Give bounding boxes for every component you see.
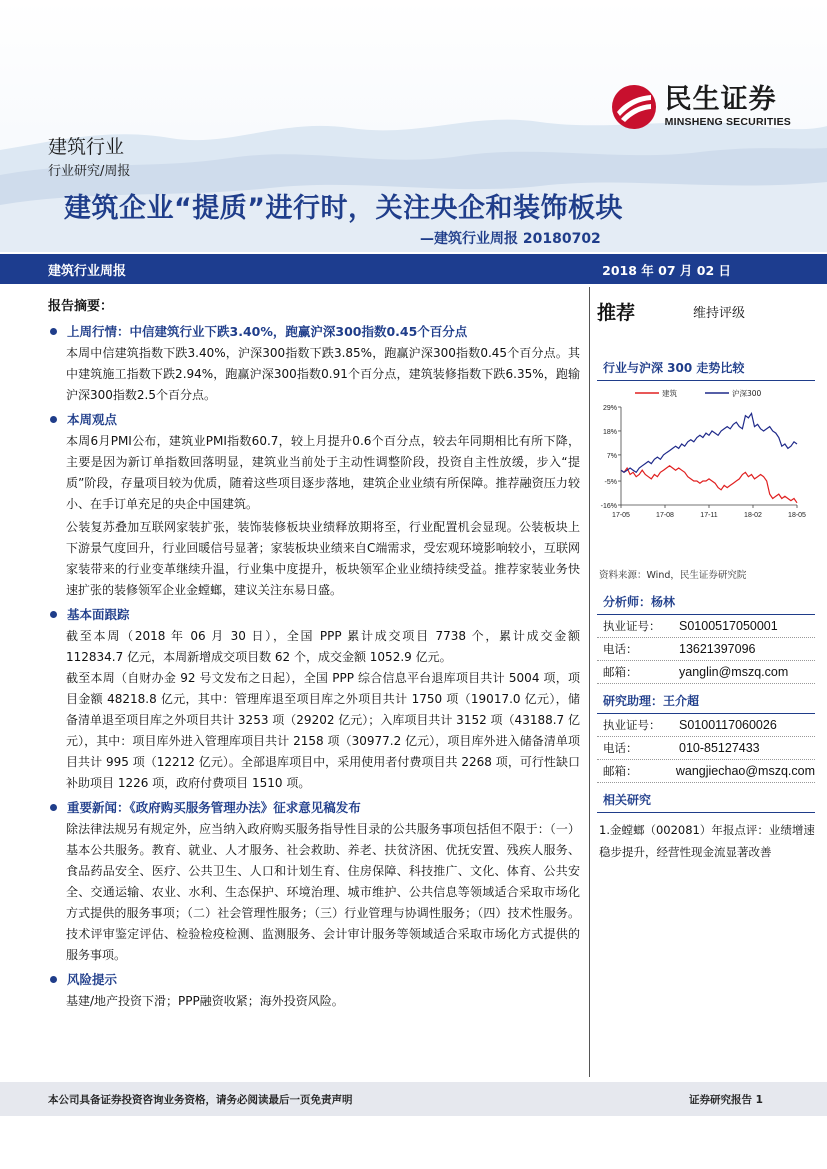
- trend-chart-svg: [597, 385, 815, 565]
- section-heading-text: 上周行情：中信建筑行业下跌3.40%，跑赢沪深300指数0.45个百分点: [67, 324, 468, 339]
- bullet-icon: [50, 328, 57, 335]
- analyst-heading: 分析师：杨林: [597, 591, 815, 615]
- industry-label: 建筑行业: [48, 136, 125, 158]
- y-tick-label: 7%: [606, 452, 617, 460]
- x-tick-label: 18-05: [788, 512, 806, 519]
- report-category: 行业研究/周报: [48, 164, 131, 179]
- legend-label: 沪深300: [732, 389, 762, 398]
- footer-page-info: 证券研究报告 1: [689, 1094, 763, 1106]
- field-label: 电话：: [603, 642, 638, 656]
- field-value: wangjiechao@mszq.com: [675, 764, 815, 778]
- field-value: S0100117060026: [679, 718, 777, 732]
- section-heading-text: 风险提示: [67, 972, 118, 987]
- band-report-date: 2018 年 07 月 02 日: [602, 263, 731, 278]
- field-label: 执业证号：: [603, 718, 661, 732]
- abstract-column: [48, 295, 580, 1012]
- report-title: 建筑企业“提质”进行时，关注央企和装饰板块: [64, 193, 623, 224]
- chart-heading: 行业与沪深 300 走势比较: [597, 357, 815, 381]
- minsheng-logo: [611, 82, 791, 132]
- x-tick-label: 18-02: [744, 512, 762, 519]
- report-subtitle: —建筑行业周报 20180702: [420, 231, 601, 247]
- report-band: [0, 254, 827, 284]
- field-value: 13621397096: [679, 642, 756, 656]
- related-heading: 相关研究: [597, 789, 815, 813]
- x-tick-label: 17-11: [700, 512, 718, 519]
- assistant-heading: 研究助理：王介超: [597, 690, 815, 714]
- abstract-title: 报告摘要：: [48, 299, 114, 314]
- assistant-email-row: [597, 760, 815, 783]
- bullet-icon: [50, 416, 57, 423]
- field-label: 执业证号：: [603, 619, 661, 633]
- y-tick-label: 29%: [602, 405, 617, 412]
- field-label: 邮箱：: [603, 665, 638, 679]
- bullet-icon: [50, 804, 57, 811]
- section-heading-text: 基本面跟踪: [67, 607, 130, 622]
- assistant-phone-row: [597, 737, 815, 760]
- section-heading-market: [48, 322, 580, 340]
- minsheng-logo-icon: [611, 84, 657, 130]
- paragraph: 截至本周（2018 年 06 月 30 日），全国 PPP 累计成交项目 7738 个，累计成交金额 112834.7 亿元，本周新增成交项目数 62 个，成交金额 1052.9 亿元。: [66, 629, 580, 664]
- chart-source: 资料来源：Wind，民生证券研究院: [599, 570, 747, 581]
- page-footer: [0, 1082, 827, 1116]
- related-research-item[interactable]: 1.金螳螂（002081）年报点评：业绩增速稳步提升，经营性现金流显著改善: [599, 823, 815, 859]
- paragraph: 本周中信建筑指数下跌3.40%，沪深300指数下跌3.85%，跑赢沪深300指数0.45个百分点。其中建筑施工指数下跌2.94%，跑赢沪深300指数0.91个百分点，建筑装修指数下跌6.35%，跑输沪深300指数2.5个百分点。: [66, 346, 580, 402]
- rating-value: 推荐: [597, 301, 636, 324]
- field-value: S0100517050001: [679, 619, 778, 633]
- footer-disclaimer: 本公司具备证券投资咨询业务资格，请务必阅读最后一页免责声明: [48, 1094, 353, 1106]
- rating-box: [597, 295, 815, 327]
- field-label: 邮箱：: [603, 764, 638, 778]
- report-header: [0, 0, 827, 252]
- section-heading-view: [48, 410, 580, 428]
- logo-chinese-name: 民生证券: [664, 84, 777, 115]
- section-heading-news: [48, 798, 580, 816]
- section-heading-fundamentals: [48, 605, 580, 623]
- y-tick-label: -5%: [604, 479, 617, 487]
- paragraph: 除法律法规另有规定外，应当纳入政府购买服务指导性目录的公共服务事项包括但不限于：（一）基本公共服务。教育、就业、人才服务、社会救助、养老、扶贫济困、优抚安置、残疾人服务、食品药品安全、医疗、公共卫生、人口和计划生育、住房保障、科技推广、文化、体育、公共安全、交通运输、农业、水利、生态保护、环境治理、城市维护、公共信息等领域适合采取市场化方式提供的服务事项；（二）社会管理性服务；（三）行业管理与协调性服务；（四）技术性服务。技术评审鉴定评估、检验检疫检测、监测服务、会计审计服务等领域适合采取市场化方式提供的服务事项。: [66, 822, 580, 962]
- analyst-phone-row: [597, 638, 815, 661]
- bullet-icon: [50, 976, 57, 983]
- paragraph: 截至本周（自财办金 92 号文发布之日起），全国 PPP 综合信息平台退库项目共计 5004 项，项目金额 48218.8 亿元，其中：管理库退至项目库之外项目共计 1750 项（19017.0 亿元），储备清单退至项目库之外项目共计 3253 项（29202 亿元）；入库项目共计 3152 项（43188.7 亿元），其中：项目库外进入管理库项目共计 2158 项（30977.2 亿元），项目库外进入储备清单项目共计 995 项（12212 亿元）。全部退库项目中，采用使用者付费项目共 2268 项，可行性缺口补助项目 1226 项，政府付费项目 1510 项。: [66, 671, 580, 790]
- sidebar: [597, 295, 815, 863]
- rating-note: 维持评级: [693, 305, 746, 321]
- paragraph: 基建/地产投资下滑；PPP融资收紧；海外投资风险。: [66, 994, 344, 1008]
- field-value: yanglin@mszq.com: [679, 665, 789, 679]
- field-label: 电话：: [603, 741, 638, 755]
- series-line-0: [621, 466, 797, 503]
- logo-english-name: MINSHENG SECURITIES: [664, 116, 791, 128]
- y-tick-label: -16%: [600, 503, 617, 510]
- legend-label: 建筑: [662, 389, 677, 398]
- paragraph: 公装复苏叠加互联网家装扩张，装饰装修板块业绩释放期将至，行业配置机会显现。公装板块上下游景气度回升，行业回暖信号显著；家装板块业绩来自C端需求，受宏观环境影响较小，互联网家装带来的行业变革继续升温，行业集中度提升，板块领军企业业绩持续受益。推荐家装业务快速扩张的装修领军企业金螳螂，建议关注东易日盛。: [66, 520, 580, 597]
- assistant-info: [597, 714, 815, 783]
- y-tick-label: 18%: [602, 428, 617, 436]
- series-line-1: [621, 414, 797, 473]
- band-report-type: 建筑行业周报: [48, 264, 127, 279]
- x-tick-label: 17-08: [656, 512, 674, 519]
- trend-chart: [597, 385, 815, 565]
- field-value: 010-85127433: [679, 741, 760, 755]
- column-divider: [589, 287, 590, 1077]
- analyst-email-row: [597, 661, 815, 684]
- analyst-license-row: [597, 615, 815, 638]
- paragraph: 本周6月PMI公布，建筑业PMI指数60.7，较上月提升0.6个百分点，较去年同期相比有所下降，主要是因为新订单指数回落明显，建筑业当前处于主动性调整阶段，投资自主性放缓，步入“提质”阶段，存量项目较为优质，随着这些项目逐步落地，建筑企业业绩有所保障。推荐融资压力较小、在手订单充足的央企中国建筑。: [66, 434, 580, 511]
- analyst-info: [597, 615, 815, 684]
- section-heading-risk: [48, 970, 580, 988]
- section-heading-text: 重要新闻：《政府购买服务管理办法》征求意见稿发布: [67, 800, 361, 815]
- x-tick-label: 17-05: [612, 512, 630, 519]
- bullet-icon: [50, 611, 57, 618]
- assistant-license-row: [597, 714, 815, 737]
- section-heading-text: 本周观点: [67, 412, 118, 427]
